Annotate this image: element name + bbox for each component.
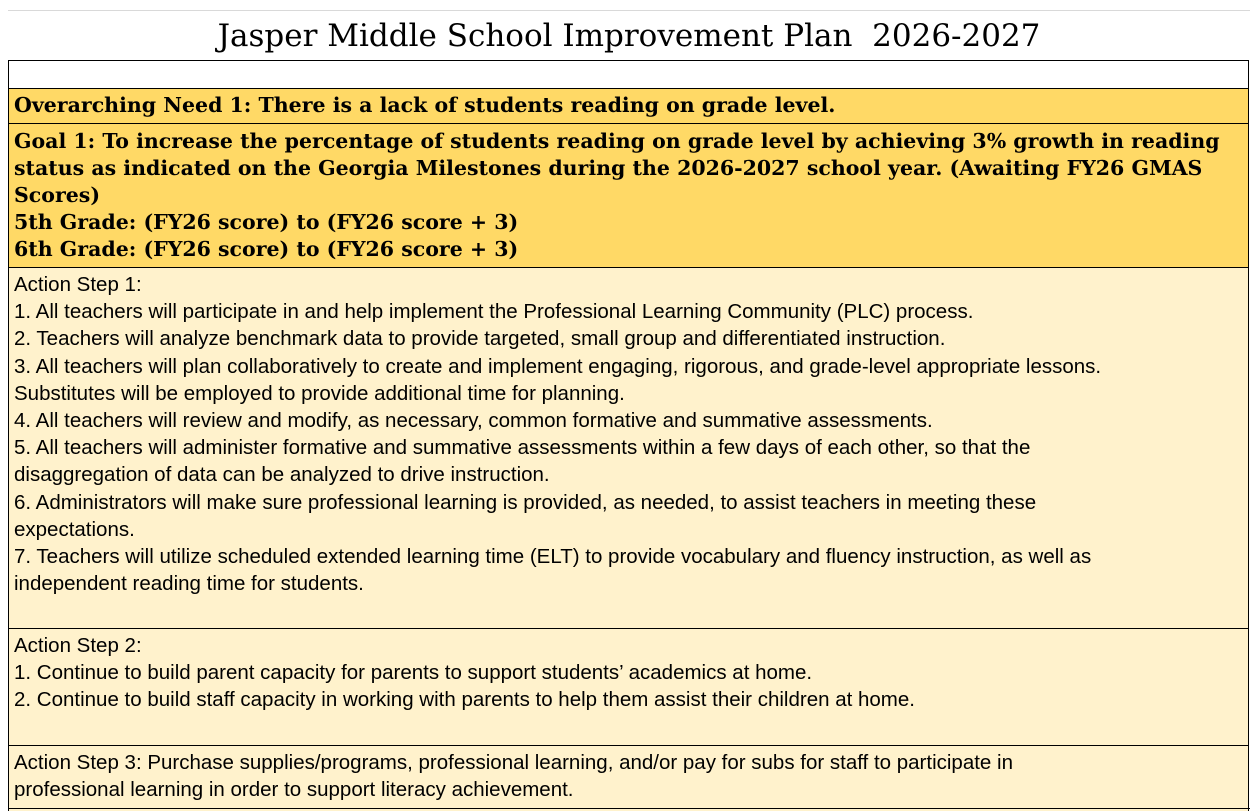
action-step-line: expectations.	[14, 517, 135, 541]
gridline	[8, 808, 1250, 809]
action-step-line: 1. All teachers will participate in and help implement the Professional Learning Community (PLC) process.	[14, 300, 974, 324]
action-step-line: 2. Teachers will analyze benchmark data to provide targeted, small group and differentiated instruction.	[14, 327, 946, 351]
blank-row[interactable]	[8, 60, 1249, 89]
action-step-2-cell[interactable]	[8, 629, 1249, 746]
goal-cell[interactable]	[8, 124, 1249, 268]
action-step-3-cell[interactable]	[8, 746, 1249, 811]
action-step-line: professional learning in order to support literacy achievement.	[14, 778, 574, 802]
action-step-line: 6. Administrators will make sure professional learning is provided, as needed, to assist teachers in meeting these	[14, 490, 1037, 514]
overarching-need-cell[interactable]: Overarching Need 1: There is a lack of students reading on grade level.	[8, 89, 1249, 124]
action-step-line: 4. All teachers will review and modify, as necessary, common formative and summative assessments.	[14, 409, 933, 433]
action-step-line: 1. Continue to build parent capacity for parents to support students’ academics at home.	[14, 661, 813, 685]
spreadsheet-sheet	[8, 0, 1250, 811]
action-step-line: 3. All teachers will plan collaboratively to create and implement engaging, rigorous, and grade-level appropriate lessons.	[14, 354, 1102, 378]
action-step-line: Action Step 1:	[14, 273, 142, 296]
action-step-line: Action Step 3: Purchase supplies/programs, professional learning, and/or pay for subs for staff to participate in	[14, 751, 1013, 774]
goal-line: status as indicated on the Georgia Milestones during the 2026-2027 school year. (Awaiting FY26 GMAS	[14, 156, 1203, 180]
action-step-line: Action Step 2:	[14, 634, 142, 657]
goal-line: Goal 1: To increase the percentage of students reading on grade level by achieving 3% growth in reading	[14, 129, 1220, 153]
action-step-line: Substitutes will be employed to provide additional time for planning.	[14, 381, 625, 405]
action-step-line: 5. All teachers will administer formative and summative assessments within a few days of each other, so that the	[14, 436, 1031, 460]
action-step-line: 7. Teachers will utilize scheduled extended learning time (ELT) to provide vocabulary and fluency instruction, as well as	[14, 545, 1092, 569]
goal-line: Scores)	[14, 183, 101, 207]
action-step-line: 2. Continue to build staff capacity in working with parents to help them assist their children at home.	[14, 688, 915, 712]
action-step-1-cell[interactable]	[8, 268, 1249, 629]
goal-line: 6th Grade: (FY26 score) to (FY26 score + 3)	[14, 237, 519, 261]
action-step-line: independent reading time for students.	[14, 572, 364, 596]
goal-line: 5th Grade: (FY26 score) to (FY26 score + 3)	[14, 210, 519, 234]
plan-title[interactable]: Jasper Middle School Improvement Plan 2026-2027	[217, 17, 1041, 54]
action-step-line: disaggregation of data can be analyzed to drive instruction.	[14, 463, 550, 487]
